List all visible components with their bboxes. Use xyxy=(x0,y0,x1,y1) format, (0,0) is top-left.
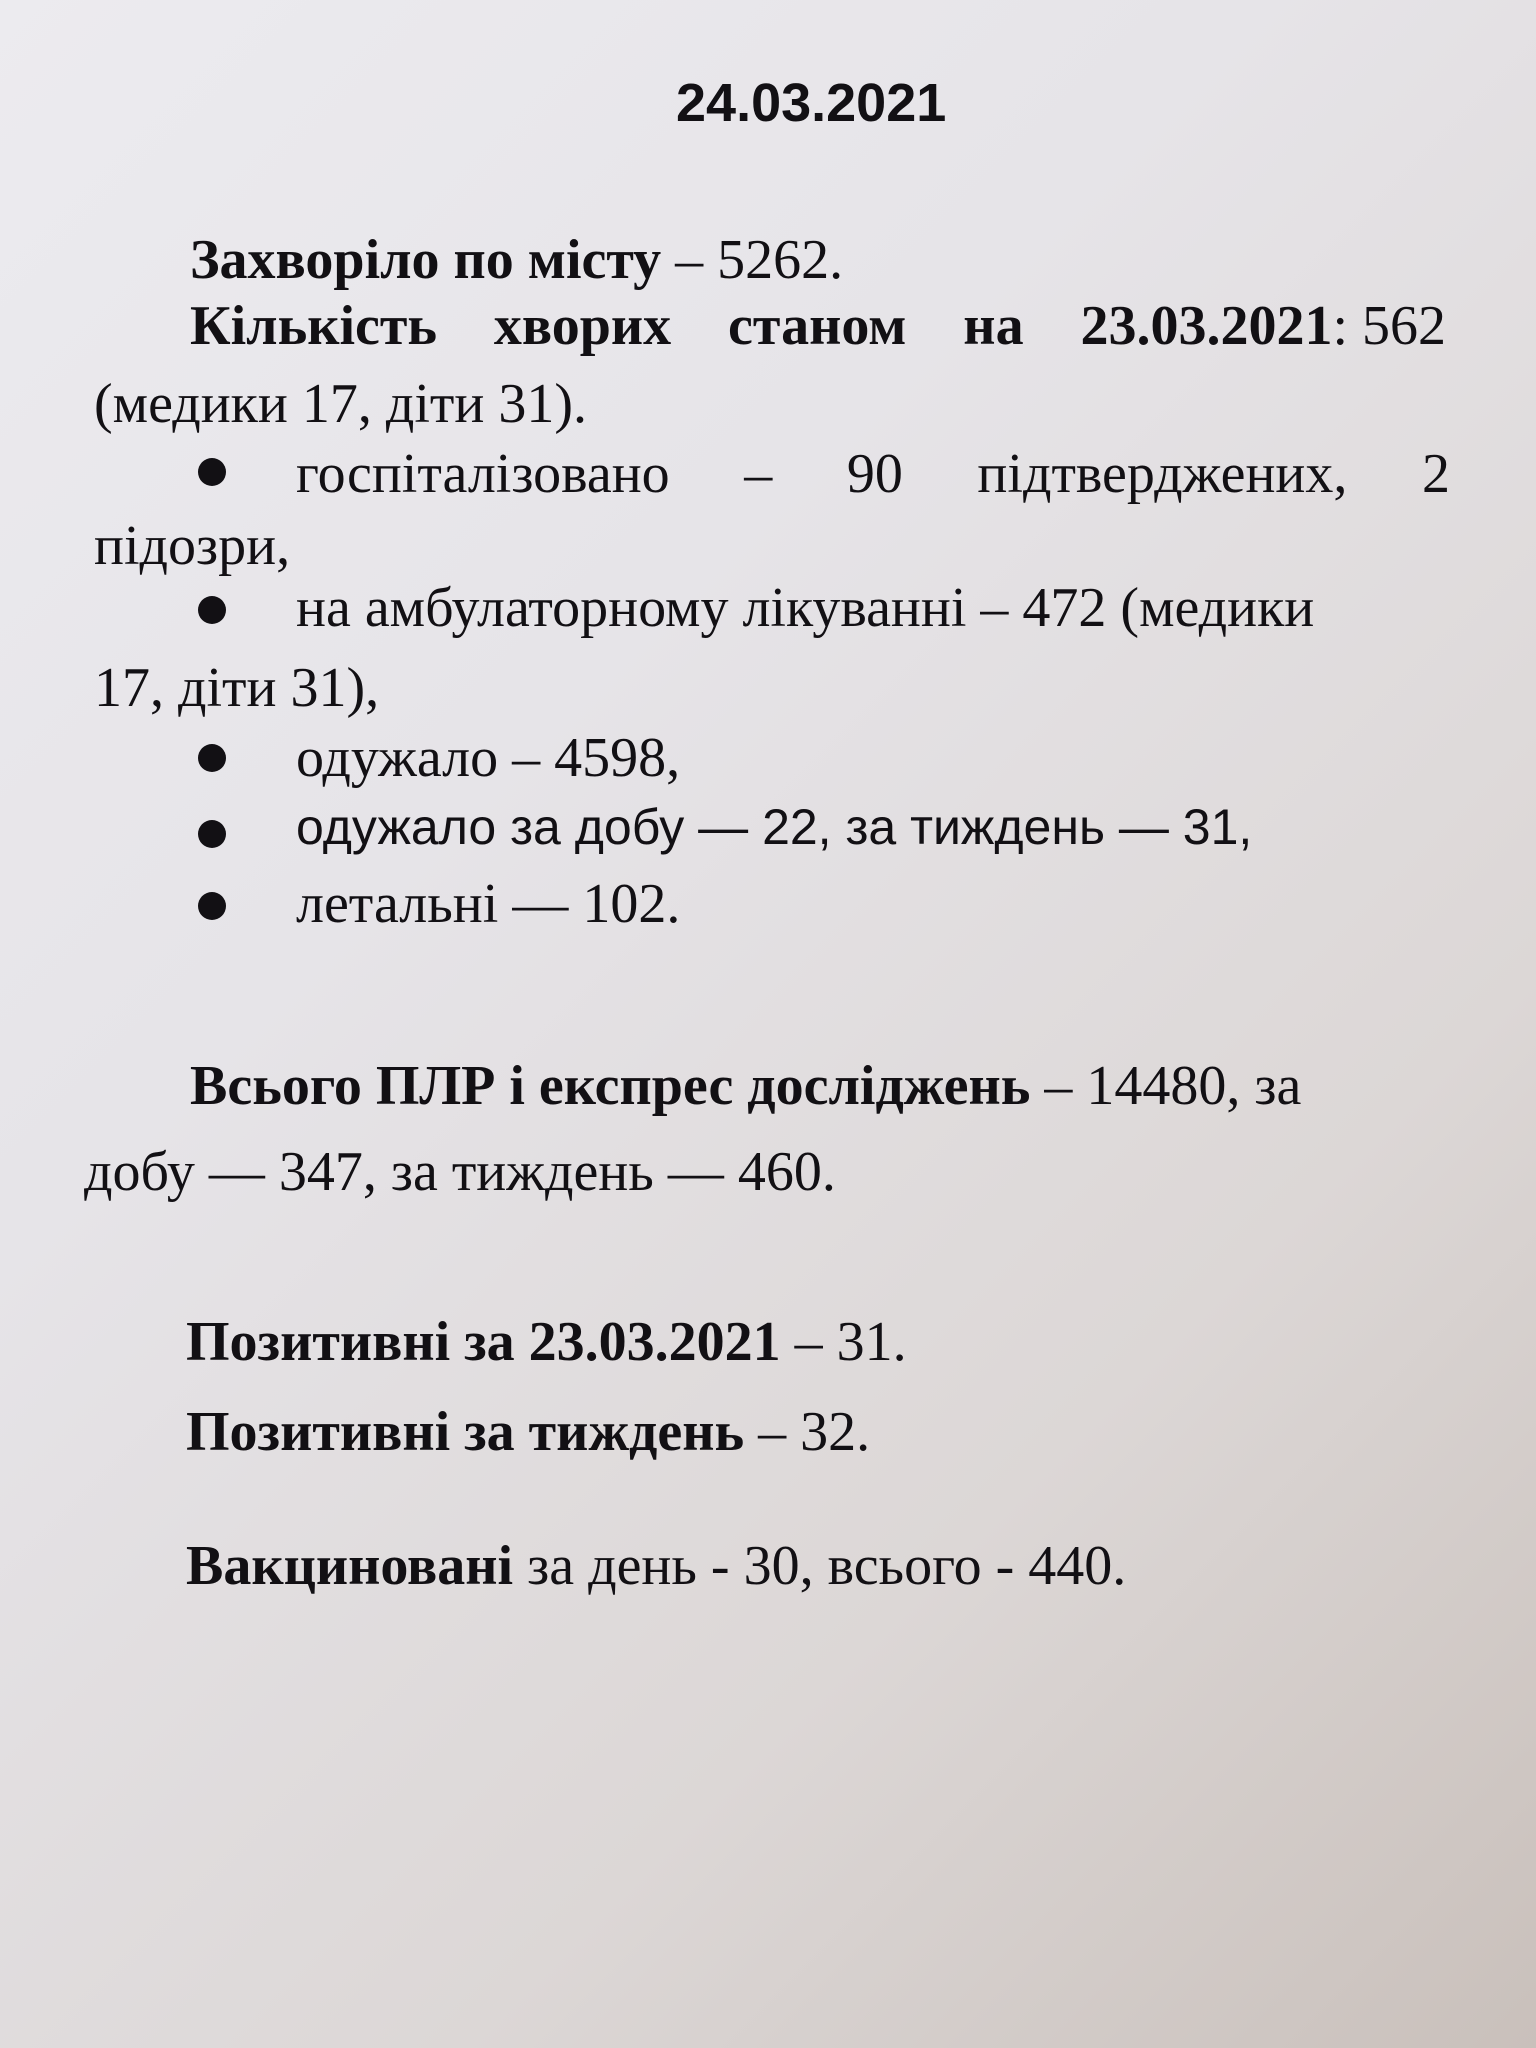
current-sick-word: на xyxy=(963,295,1024,357)
hospitalized-word: госпіталізовано xyxy=(296,443,670,505)
tests-label: Всього ПЛР і експрес досліджень xyxy=(190,1055,1031,1117)
hospitalized-word: 2 xyxy=(1421,443,1450,505)
bullet-icon xyxy=(198,820,226,848)
vaccinated-line xyxy=(186,1535,1127,1597)
bullet-icon xyxy=(198,892,226,920)
current-sick-line xyxy=(190,295,1446,357)
city-total-label: Захворіло по місту xyxy=(190,229,662,291)
hospitalized-continuation: підозри, xyxy=(94,515,291,577)
bullet-icon xyxy=(198,596,226,624)
positive-day-label: Позитивні за 23.03.2021 xyxy=(186,1311,781,1373)
tests-continuation: добу — 347, за тиждень — 460. xyxy=(84,1141,836,1203)
city-total-value: – 5262. xyxy=(675,229,844,291)
recovered-period-line: одужало за добу — 22, за тиждень — 31, xyxy=(296,799,1253,855)
outpatient-line: на амбулаторному лікуванні – 472 (медики xyxy=(296,577,1315,639)
tests-line xyxy=(190,1055,1302,1117)
bullet-icon xyxy=(198,458,226,486)
current-sick-continuation: (медики 17, діти 31). xyxy=(94,373,587,435)
bullet-icon xyxy=(198,744,226,772)
positive-day-value: – 31. xyxy=(794,1311,907,1373)
positive-week-label: Позитивні за тиждень xyxy=(186,1401,745,1463)
hospitalized-word: – xyxy=(744,443,773,505)
hospitalized-word: підтверджених, xyxy=(977,443,1348,505)
current-sick-word: станом xyxy=(728,295,907,357)
positive-week-line xyxy=(186,1401,871,1463)
city-total-line xyxy=(190,229,844,291)
positive-day-line xyxy=(186,1311,907,1373)
current-sick-value: : 562 xyxy=(1332,295,1446,357)
tests-value: – 14480, за xyxy=(1044,1055,1302,1117)
document-date: 24.03.2021 xyxy=(676,73,947,133)
current-sick-word: хворих xyxy=(493,295,672,357)
hospitalized-line xyxy=(296,443,1450,505)
vaccinated-label: Вакциновані xyxy=(186,1535,514,1597)
outpatient-continuation: 17, діти 31), xyxy=(94,657,380,719)
vaccinated-value: за день - 30, всього - 440. xyxy=(527,1535,1127,1597)
current-sick-word: Кількість xyxy=(190,295,437,357)
hospitalized-word: 90 xyxy=(846,443,903,505)
positive-week-value: – 32. xyxy=(758,1401,871,1463)
recovered-line: одужало – 4598, xyxy=(296,727,681,789)
deaths-line: летальні — 102. xyxy=(296,873,681,935)
current-sick-date: 23.03.2021 xyxy=(1080,295,1333,357)
